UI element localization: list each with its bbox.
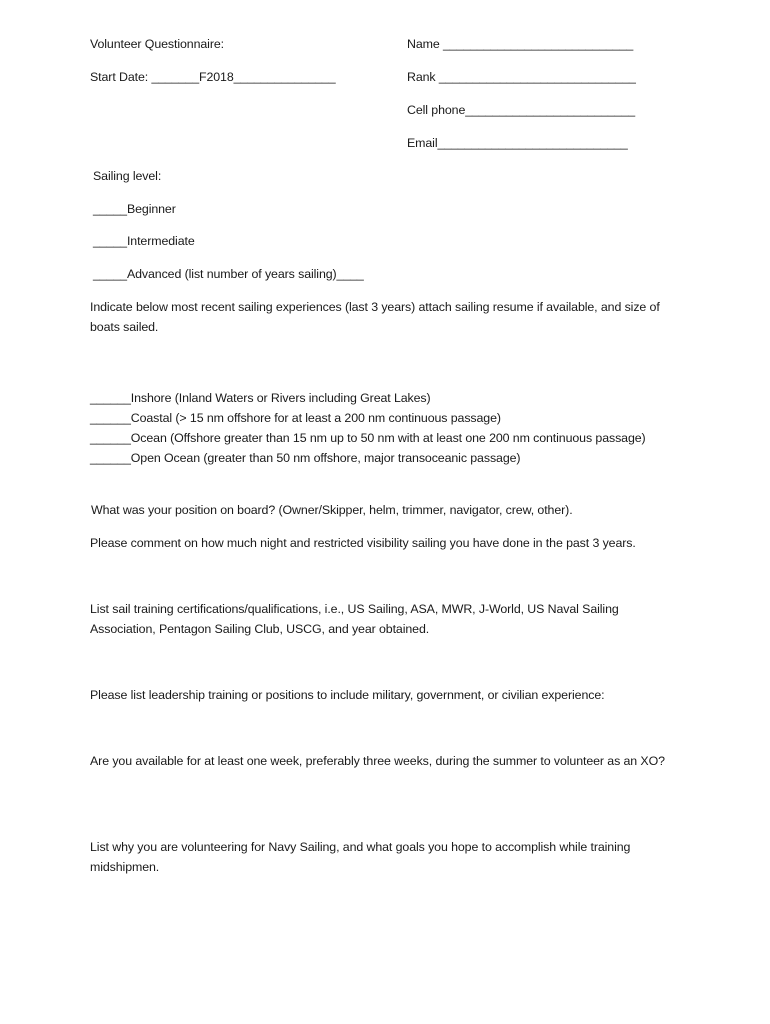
name-field[interactable]: Name ____________________________ [407,37,634,51]
experience-open-ocean[interactable]: ______Open Ocean (greater than 50 nm offshore, major transoceanic passage) [90,451,521,465]
experience-type-list [90,388,646,468]
email-field[interactable]: Email____________________________ [407,136,628,150]
cell-phone-field[interactable]: Cell phone_________________________ [407,103,636,117]
form-title: Volunteer Questionnaire: [90,37,224,51]
question-motivation: List why you are volunteering for Navy Sailing, and what goals you hope to accomplish while training midshipmen. [90,840,631,874]
sailing-level-intermediate[interactable]: _____Intermediate [93,234,195,248]
sailing-level-label: Sailing level: [93,169,162,183]
experience-inshore[interactable]: ______Inshore (Inland Waters or Rivers including Great Lakes) [90,391,431,405]
sailing-level-beginner[interactable]: _____Beginner [93,202,176,216]
question-certifications: List sail training certifications/qualifications, i.e., US Sailing, ASA, MWR, J-World, US Naval Sailing Association, Pentagon Sailing Club, USCG, and year obtained. [90,602,619,636]
question-night-sailing: Please comment on how much night and restricted visibility sailing you have done in the past 3 years. [90,536,636,550]
start-date-field[interactable]: Start Date: _______F2018_______________ [90,70,336,84]
experience-coastal[interactable]: ______Coastal (> 15 nm offshore for at least a 200 nm continuous passage) [90,411,501,425]
rank-field[interactable]: Rank _____________________________ [407,70,636,84]
experience-ocean[interactable]: ______Ocean (Offshore greater than 15 nm up to 50 nm with at least one 200 nm continuous passage) [90,431,646,445]
experience-prompt: Indicate below most recent sailing experiences (last 3 years) attach sailing resume if available, and size of boats sailed. [90,300,660,334]
question-availability: Are you available for at least one week, preferably three weeks, during the summer to volunteer as an XO? [90,754,665,768]
question-position: What was your position on board? (Owner/Skipper, helm, trimmer, navigator, crew, other). [91,503,573,517]
sailing-level-advanced[interactable]: _____Advanced (list number of years sailing)____ [93,267,364,281]
question-leadership: Please list leadership training or positions to include military, government, or civilian experience: [90,688,605,702]
